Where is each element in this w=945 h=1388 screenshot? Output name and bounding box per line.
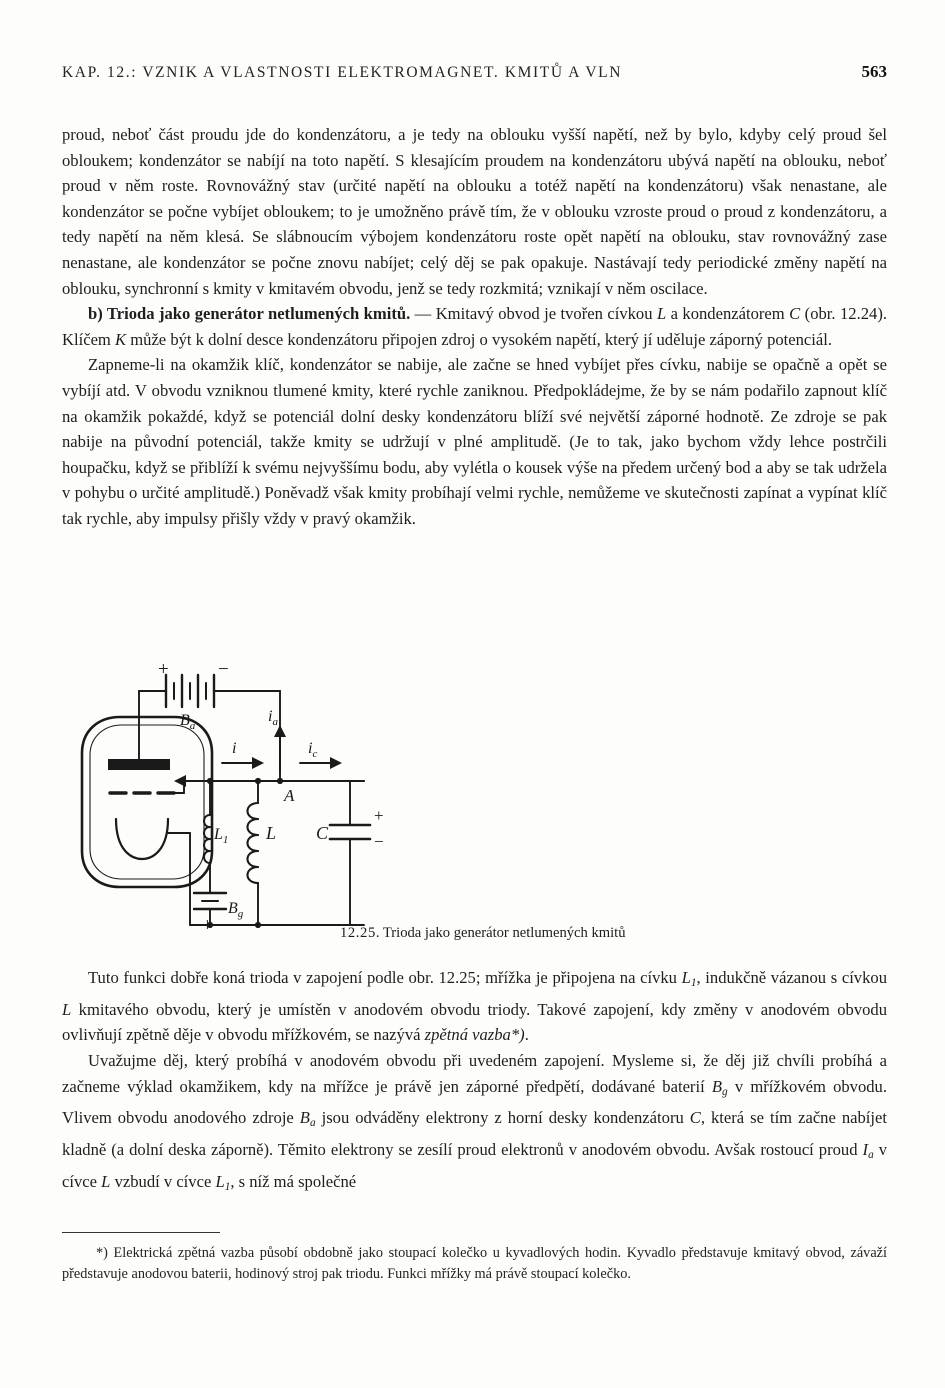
label-plus-bottom: + [202, 915, 213, 936]
label-coil-l1: $L_1$ [214, 826, 229, 846]
label-minus-top: − [218, 663, 229, 680]
footnote [62, 1243, 887, 1284]
symbol-L-coil: L [101, 1171, 111, 1191]
symbol-L-main: L [62, 999, 72, 1019]
page-number: 563 [861, 62, 887, 81]
symbol-L1-sub: 1 [690, 977, 697, 990]
symbol-C-cap: C [689, 1108, 701, 1128]
label-coil-l: L [266, 823, 277, 843]
label-battery-anode: $B_a$ [180, 712, 196, 732]
symbol-Ia-sub: a [868, 1149, 874, 1162]
paragraph-5-part-f: vzbudí v cívce [114, 1171, 212, 1191]
coil-l1 [204, 815, 210, 863]
footnote-text-1: Elektrická zpětná vazba působí obdobně jako stoupací kolečko u kyvadlových hodin. Kyvadlo [113, 1245, 676, 1261]
label-current-i: i [232, 740, 237, 757]
label-plus-top: + [158, 663, 169, 680]
paragraph-4-part-b: , indukčně vázanou s cívkou [696, 968, 887, 987]
paragraph-2-part-b: a kondenzátorem [670, 304, 785, 324]
symbol-Bg [712, 1077, 728, 1096]
node-dot-l1 [207, 778, 213, 784]
figure-caption [340, 925, 626, 942]
label-node-a: A [284, 786, 295, 805]
paragraph-5-part-d: , která se tím začne nabíjet kladně (a dolní deska záporně). Těmito elektrony se zesílí proud elektronů v anodovém obvodu. Avšak rostoucí proud [62, 1108, 887, 1160]
body-text-upper [62, 122, 887, 532]
tube-cathode [116, 819, 168, 859]
node-dot-l-bottom [255, 922, 261, 928]
paragraph-2-part-d: může být k dolní desce kondenzátoru připojen zdroj o vysokém napětí, který jí uděluje záporný potenciál. [130, 329, 833, 349]
symbol-Ba-sub: a [309, 1117, 316, 1130]
paragraph-5-part-b: v mřížkovém obvodu. Vlivem obvodu anodového zdroje [62, 1076, 887, 1128]
paragraph-2-part-a: Kmitavý obvod je tvořen cívkou [435, 304, 653, 324]
footnote-marker: *) [96, 1245, 108, 1261]
symbol-L1-coil-sub: 1 [224, 1180, 231, 1193]
figure-caption-separator: . [375, 925, 380, 941]
footnote-paragraph [62, 1243, 887, 1284]
em-dash: — [414, 304, 432, 324]
label-cap-minus: − [374, 832, 384, 851]
circuit-diagram [62, 663, 887, 963]
footnote-separator [62, 1232, 220, 1233]
running-head [62, 62, 887, 82]
symbol-L1-base: L [681, 968, 691, 987]
symbol-Ia-base: I [862, 1140, 869, 1160]
arrow-ic-head [330, 757, 342, 769]
symbol-L: L [656, 304, 667, 324]
battery-anode-symbol [166, 675, 214, 707]
paragraph-2 [62, 301, 887, 352]
symbol-Ba-base: B [299, 1108, 310, 1128]
symbol-Bg-sub: g [722, 1085, 728, 1098]
symbol-Ia [862, 1140, 874, 1162]
symbol-Ba [299, 1108, 316, 1130]
paragraph-5-part-a: Uvažujme děj, který probíhá v anodovém obvodu při uvedeném zapojení. Mysleme si, že děj již chvíli probíhá a začneme výklad okamžikem, kdy na mřížce je právě jen záporné předpětí, dodávané baterií [62, 1050, 887, 1096]
grid-arrow-head [174, 775, 186, 787]
battery-grid-symbol [194, 893, 226, 909]
node-dot-a [277, 778, 283, 784]
paragraph-4-part-a: Tuto funkci dobře koná trioda v zapojení podle obr. 12.25; mřížka je připojena na cívku [88, 968, 677, 987]
paragraph-4-part-d: . [524, 1025, 529, 1045]
figure-12-25 [62, 663, 887, 963]
symbol-L1 [681, 968, 697, 990]
paragraph-4 [62, 965, 887, 1048]
symbol-Bg-base: B [711, 1076, 723, 1096]
paragraph-3: Zapneme-li na okamžik klíč, kondenzátor se nabije, ale začne se hned vybíjet přes cívku, nabije se opačně a opět se vybíjí atd. V obvodu vzniknou tlumené kmity, které rychle zaniknou. Předpokládejme, že by se nám podařilo zapnout klíč na okamžik pokaždé, když se potenciál dolní desky kondenzátoru blíží své největší záporné hodnotě. Ze zdroje se pak nabije na původní potenciál, takže kmity se udržují v plné amplitudě. (Je to tak, jako bychom vždy lehce postrčili houpačku, když se přiblíží k svému nejvyššímu bodu, aby vylétla o kousek výše na předem určený bod a aby se tak udržela v pohybu o určité amplitudě.) Poněvadž však kmity probíhají velmi rychle, nemůžeme ve skutečnosti zapínat a vypínat klíč tak rychle, aby impulsy přišly vždy v pravý okamžik. [62, 355, 887, 528]
paragraph-4-part-c: kmitavého obvodu, který je umístěn v anodovém obvodu triody. Takové zapojení, kdy změny v anodovém obvodu ovlivňují zpětně děje v obvodu mřížkovém, se nazývá [62, 999, 888, 1045]
running-head-title: KAP. 12.: VZNIK A VLASTNOSTI ELEKTROMAGNET. KMITŮ A VLN [62, 64, 623, 81]
figure-caption-text: Trioda jako generátor netlumených kmitů [382, 925, 626, 941]
term-zpetna-vazba: zpětná vazba*) [424, 1025, 525, 1045]
label-cap-plus: + [374, 806, 384, 825]
paragraph-5-part-c: jsou odváděny elektrony z horní desky kondenzátoru [321, 1108, 684, 1128]
symbol-K: K [115, 329, 127, 349]
paragraph-5-part-g: , s níž má společné [230, 1171, 357, 1191]
symbol-C: C [789, 304, 801, 324]
node-dot-l-top [255, 778, 261, 784]
footnote-text-2: představuje kmitavý obvod, závaží představuje anodovou baterii, hodinový stroj pak triodu. Funkci mřížky má právě stoupací kolečko. [62, 1245, 887, 1282]
label-current-ic: $i_c$ [308, 740, 318, 760]
figure-caption-number: 12.25 [340, 925, 376, 941]
paragraph-1: proud, neboť část proudu jde do kondenzátoru, a je tedy na oblouku vyšší napětí, než by bylo, kdyby celý proud šel obloukem; kondenzátor se nabíjí na toto napětí. S klesajícím proudem na kondenzátoru ubývá napětí na oblouku, neboť proud v něm roste. Rovnovážný stav (určité napětí na oblouku a totéž napětí na kondenzátoru) však nenastane, ale kondenzátor se počne vybíjet obloukem; to je umožněno právě tím, že v oblouku vzroste proud o proud z kondenzátoru, a tedy napětí na něm klesá. Se slábnoucím výbojem kondenzátoru roste opět napětí na oblouku, stav rovnovážný zase nenastane, ale kondenzátor se počne znovu nabíjet; celý děj se pak opakuje. Nastávají tedy periodické změny napětí na oblouku, synchronní s kmity v kmitavém obvodu, jenž se tedy rozkmitá; vznikají v něm oscilace. [62, 125, 887, 298]
paragraph-5-part-e: v cívce [62, 1140, 888, 1191]
tube-anode-plate [108, 759, 170, 770]
tube-envelope [82, 717, 212, 887]
tube-envelope-inner [90, 725, 204, 879]
paragraph-2-heading: b) Trioda jako generátor netlumených kmitů. [88, 304, 411, 324]
label-capacitor-c: C [316, 823, 329, 843]
paragraph-2-part-c: (obr. 12.24). Klíčem [62, 304, 887, 349]
symbol-L1-coil [215, 1172, 230, 1191]
label-battery-grid: $B_g$ [228, 900, 244, 920]
paragraph-5 [62, 1048, 887, 1201]
symbol-L1-coil-base: L [215, 1171, 225, 1191]
arrow-i-head [252, 757, 264, 769]
label-current-ia: $i_a$ [268, 708, 278, 728]
coil-l [248, 803, 259, 883]
body-text-lower [62, 965, 887, 1201]
